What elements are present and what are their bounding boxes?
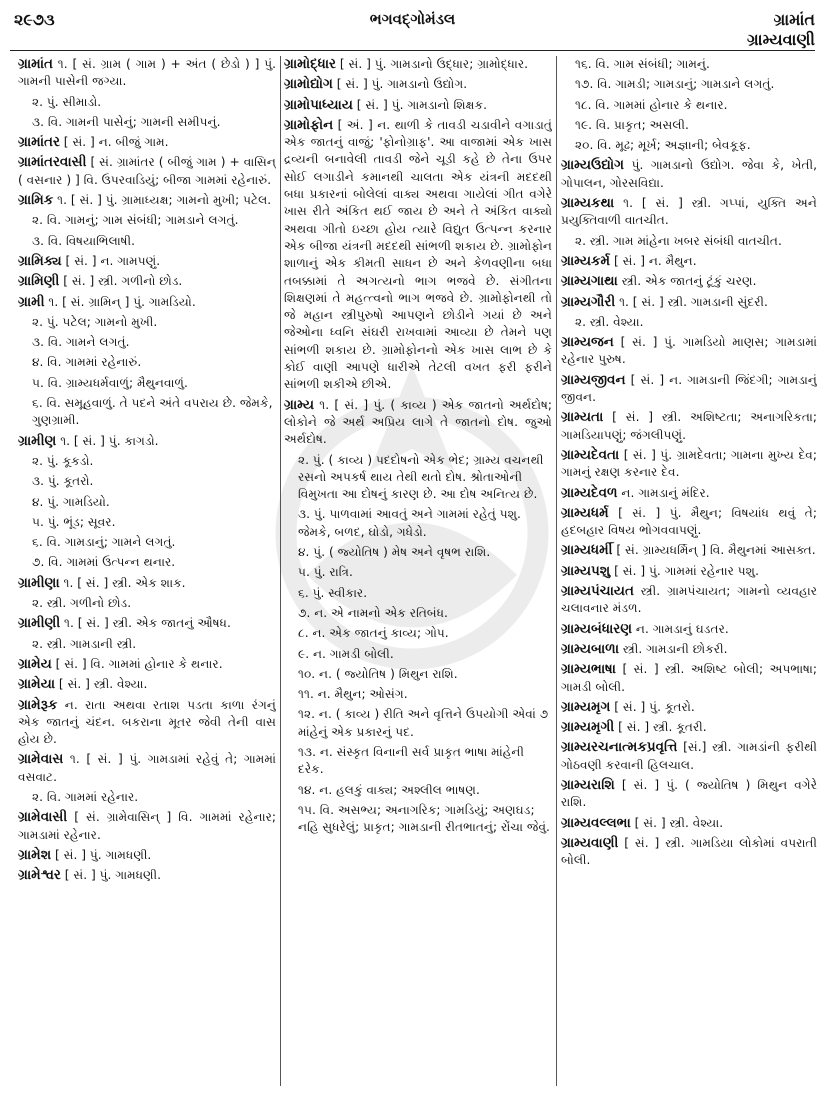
sense-item: ૧૯. વિ. પ્રાકૃત; અસલી. <box>575 117 689 132</box>
dictionary-entry <box>18 253 276 270</box>
headword: ગ્રામાંત <box>18 56 53 72</box>
headword: ગ્રામ્યવાણી <box>561 834 619 851</box>
dictionary-entry <box>18 656 276 673</box>
headword: ગ્રામેરૂક <box>18 696 58 713</box>
definition: ૧. [ સં. ગ્રામ ( ગામ ) + અંત ( છેડો ) ] પું. ગામની પાસેની જગ્યા. <box>18 57 276 89</box>
column-divider-1 <box>280 56 281 1086</box>
definition: [ સં. ] પું. ગામધણી. <box>60 868 162 883</box>
headword: ગ્રામ્યતા <box>561 409 604 426</box>
headword: ગ્રામ્યમૃગ <box>561 698 611 715</box>
definition: [ સં. ] પું. ગ્રામદેવતા; ગામના મુખ્ય દેવ; ગામનું રક્ષણ કરનાર દેવ. <box>561 447 817 480</box>
sense-item: ૨. સ્ત્રી. ગામડાની સ્ત્રી. <box>32 636 137 651</box>
definition: [ સં. ] ન. ગામડાની જિંદગી; ગામડાનું જીવન. <box>561 372 817 405</box>
headword: ગ્રામ્યધર્મ <box>561 504 609 521</box>
definition: [ સં. ] પું. ગામમાં રહેનાર પશુ. <box>610 563 759 578</box>
headword: ગ્રામ્યઉદ્યોગ <box>561 157 625 174</box>
sense-item: ૧૪. ન. હલકું વાક્ય; અશ્લીલ ભાષણ. <box>298 782 480 797</box>
headword: ગ્રામ્યકર્મ <box>561 252 611 269</box>
definition: ૧. [ સં. ] સ્ત્રી. એક શાક. <box>59 575 186 590</box>
headword: ગ્રામ્યદેવતા <box>561 446 620 463</box>
dictionary-entry <box>18 867 276 884</box>
definition: [ સં. ] સ્ત્રી. ગામડિયા લોકોમાં વપરાતી બોલી. <box>561 835 817 868</box>
definition: ૧. [ સં. ] પું. ગ્રામાધ્યક્ષ; ગામનો મુખી; પટેલ. <box>53 193 272 208</box>
dictionary-entry <box>284 56 552 73</box>
headword: ગ્રામ્યદેવળ <box>561 484 618 501</box>
sense-item: ૨. પું. પટેલ; ગામનો મુખી. <box>32 314 158 329</box>
headword: ગ્રામીણી <box>18 615 61 632</box>
sense-item: ૬. વિ. સમૂહવાળું. તે પદને અંતે વપરાય છે. જેમકે, ગુણગ્રામી. <box>32 396 273 428</box>
sense-item: ૨. પું. ( કાવ્ય ) પદદોષનો એક ભેદ; ગ્રામ્ય વચનથી રસનો અપકર્ષ થાય તેથી થતો દોષ. શ્રોતાઓની વિમુખતા આ દોષનું કારણ છે. આ દોષ અનિત્ય છે. <box>298 452 544 502</box>
sense-item: ૨. સ્ત્રી. ગળીનો છોડ. <box>32 596 132 611</box>
column-1 <box>18 56 276 1086</box>
dictionary-entry <box>561 583 817 618</box>
dictionary-entry <box>561 505 817 540</box>
definition: [ સં. ગ્રામ્યધર્મિન્ ] વિ. મૈથુનમાં આસક્ત. <box>612 543 816 558</box>
headword: ગ્રામાંતર <box>18 134 60 151</box>
dictionary-entry <box>561 739 817 774</box>
sense-item: ૩. પું. કૂતરો. <box>32 474 94 489</box>
dictionary-entry <box>18 575 276 592</box>
column-divider-2 <box>556 56 557 1086</box>
definition: [ સં. ] ન. ગામપણું. <box>61 253 161 268</box>
dictionary-entry <box>18 847 276 864</box>
definition: સ્ત્રી. ગ્રામપંચાયત; ગામનો વ્યવહાર ચલાવનાર મંડળ. <box>561 584 817 616</box>
dictionary-entry <box>561 294 817 311</box>
dictionary-entry <box>561 777 817 812</box>
dictionary-entry <box>18 134 276 151</box>
definition: [ સં. ] સ્ત્રી. વેશ્યા. <box>630 815 724 830</box>
headword: ગ્રામેશ્વર <box>18 867 61 884</box>
headword: ગ્રામ્યગૌરી <box>561 293 616 310</box>
dictionary-entry <box>561 334 817 369</box>
dictionary-entry <box>561 542 817 559</box>
dictionary-entry <box>561 719 817 736</box>
dictionary-entry <box>18 294 276 311</box>
dictionary-entry <box>284 97 552 114</box>
dictionary-entry <box>561 815 817 832</box>
sense-item: ૧૫. વિ. અસભ્ય; અનાગરિક; ગામડિયું; અણઘડ; નહિ સુધરેલું; પ્રાકૃત; ગામડાની રીતભાતનું; રોંચા જેવું. <box>298 802 550 835</box>
sense-item: ૨૦. વિ. મૂઢ; મૂર્ખ; અજ્ઞાની; બેવકૂફ. <box>575 138 751 153</box>
dictionary-entry <box>561 253 817 270</box>
definition: [ સં. ] પું. ગામડિયો માણસ; ગામડામાં રહેનાર પુરુષ. <box>561 335 817 367</box>
headword: ગ્રામ્યજીવન <box>561 371 626 388</box>
sense-item: ૯. ન. ગામડી બોલી. <box>298 646 394 661</box>
guide-word-first: ગ્રામાંત <box>773 10 815 29</box>
definition: [ સં. ] ન. મૈથુન. <box>610 253 697 268</box>
sense-item: ૨. પું. સીમાડો. <box>32 94 102 109</box>
definition: [ સં. ] વિ. ગામમાં હોનાર કે થનાર. <box>51 656 223 671</box>
headword: ગ્રામ્યપંચાયત <box>561 583 634 600</box>
column-2 <box>284 56 552 1086</box>
definition: ૧. [ સં. ] સ્ત્રી. ગામડાની સુંદરી. <box>615 294 768 309</box>
sense-item: ૮. ન. એક જાતનું કાવ્ય; ગોપ. <box>298 626 449 641</box>
headword: ગ્રામોપાધ્યાય <box>284 96 353 113</box>
headword: ગ્રામાંતરવાસી <box>18 154 87 171</box>
dictionary-entry <box>18 154 276 189</box>
definition: ન. રાતા અથવા રતાશ પડતા કાળા રંગનું એક જાતનું ચંદન. બકરાના મૂતર જેવી તેની વાસ હોય છે. <box>18 697 276 747</box>
page-header <box>10 8 815 48</box>
sense-item: ૫. પું. ભૂંડ; સૂવર. <box>32 514 116 529</box>
definition: [ સં. ] સ્ત્રી. અશિષ્ટતા; અનાગરિકતા; ગામડિયાપણું; જંગલીપણું. <box>561 410 817 442</box>
definition: [ સં. ] પું. ગામડાનો ઉદ્યોગ. <box>332 77 468 92</box>
sense-item: ૧૩. ન. સંસ્કૃત વિનાની સર્વ પ્રાકૃત ભાષા માંહેની દરેક. <box>298 744 525 777</box>
definition: ૧. [ સં. ] સ્ત્રી. એક જાતનું ઔષધ. <box>60 616 231 631</box>
dictionary-entry <box>284 76 552 93</box>
dictionary-entry <box>561 661 817 696</box>
dictionary-entry <box>561 835 817 870</box>
sense-item: ૨. પું. કૂકડો. <box>32 453 94 468</box>
definition: ન. ગામડાનું ઘડતર. <box>632 621 729 636</box>
definition: સ્ત્રી. એક જાતનું ટૂંકું ચરણ. <box>617 274 757 289</box>
headword: ગ્રામ્યગાથા <box>561 273 618 290</box>
definition: [ સં. ] ન. બીજું ગામ. <box>59 135 169 150</box>
definition: ૧. [ સં. ] પું. ગામડામાં રહેવું તે; ગામમાં વસવાટ. <box>18 752 276 784</box>
headword: ગ્રામ્યવલ્લભા <box>561 814 631 831</box>
sense-item: ૩. પું. પાળવામાં આવતું અને ગામમાં રહેતું પશુ. જેમકે, બળદ, ઘોડો, ગધેડો. <box>298 507 521 539</box>
sense-item: ૩. વિ. વિષયાભિલાષી. <box>32 233 135 248</box>
headword: ગ્રામ્યમૃગી <box>561 719 615 736</box>
header-rule <box>10 50 815 51</box>
definition: ૧. [ સં. ] પું. ( કાવ્ય ) એક જાતનો અર્થદોષ; લોકોને જે અર્થ અપ્રિય લાગે તે જાતનો દોષ. જુઓ અર્થદોષ. <box>284 397 552 447</box>
sense-item: ૧૭. વિ. ગામડી; ગામડાનું; ગામડાને લગતું. <box>575 77 775 92</box>
dictionary-entry <box>561 157 817 192</box>
dictionary-entry <box>561 409 817 444</box>
headword: ગ્રામ્યબંધારણ <box>561 620 633 637</box>
dictionary-entry <box>18 615 276 632</box>
sense-item: ૩. વિ. ગામની પાસેનું; ગામની સમીપનું. <box>32 114 221 129</box>
sense-item: ૭. ન. એ નામનો એક રતિબંધ. <box>298 605 448 620</box>
guide-words <box>747 10 815 50</box>
headword: ગ્રામ્યજન <box>561 334 614 351</box>
definition: [ સં. ] પું. ગામડાનો શિક્ષક. <box>352 97 487 112</box>
dictionary-entry <box>284 397 552 449</box>
dictionary-entry <box>18 697 276 749</box>
headword: ગ્રામિક <box>18 192 54 209</box>
sense-item: ૧૦. ન. ( જ્યોતિષ ) મિથુન રાશિ. <box>298 666 458 681</box>
sense-item: ૧૬. વિ. ગામ સંબંધી; ગામનું. <box>575 57 710 71</box>
definition: [ અં. ] ન. થાળી કે તાવડી ચડાવીને વગાડાતું એક જાતનું વાજું; 'ફોનોગ્રાફ'. આ વાજામાં એક ખાસ દ્રવ્યની બનાવેલી તાવડી જેને ચૂડી કહે છે તેના ઉપર સોઈ લગાડીને કમાનથી ચાલતા એક યંત્રની મદદથી બધા પ્રકારનાં બોલેલાં વાક્ય અથવા ગાયેલાં ગીત વગેરે ખાસ રીતે અંકિત થઈ જાય છે અને તે અંકિત વાક્યો અથવા ગીતો ઇચ્છા હોય ત્યારે વિદ્યુત ઉત્પન્ન કરનાર એક બીજા યંત્રની મદદથી સાંભળી શકાય છે. ગ્રામોફોન શાળાનું એક કીમતી સાધન છે અને કેળવણીના બધા તબક્કામાં તે અગત્યનો ભાગ ભજવે છે. સંગીતના શિક્ષણમાં તે મહત્ત્વનો ભાગ ભજવે છે. ગ્રામોફોનથી તો જે મહાન સ્ત્રીપુરુષો આપણને છોડીને ગયાં છે અને જેઓના ધ્વનિ સંઘરી રાખવામાં આવ્યા છે તેમને પણ સાંભળી શકાય છે. ગ્રામોફોનનો એક ખાસ લાભ છે કે કોઈ વાણી આપણે ધારીએ તેટલી વખત ફરી ફરીને સાંભળી શકીએ છીએ. <box>284 117 552 392</box>
dictionary-entry <box>18 192 276 209</box>
headword: ગ્રામ્યરચનાત્મકપ્રવૃત્તિ <box>561 739 678 756</box>
sense-item: ૧૮. વિ. ગામમાં હોનાર કે થનાર. <box>575 97 728 112</box>
dictionary-entry <box>561 273 817 290</box>
definition: ૧. [ સં. ગ્રામિન્ ] પું. ગામડિયો. <box>44 294 196 309</box>
headword: ગ્રામિણી <box>18 273 60 290</box>
sense-item: ૫. વિ. ગ્રામ્યધર્મવાળું; મૈથુનવાળું. <box>32 375 188 390</box>
headword: ગ્રામ્યબાળા <box>561 640 620 657</box>
headword: ગ્રામ્યરાશિ <box>561 776 615 793</box>
guide-word-last: ગ્રામ્યવાણી <box>746 30 815 49</box>
definition: [ સં. ] સ્ત્રી. કૂતરી. <box>614 720 707 735</box>
headword: ગ્રામી <box>18 293 45 310</box>
headword: ગ્રામોફોન <box>284 116 334 133</box>
sense-item: ૧૨. ન. ( કાવ્ય ) રીતિ અને વૃત્તિને ઉપયોગી એવાં ૭ માંહેનું એક પ્રકારનું પદ. <box>298 707 549 739</box>
dictionary-entry <box>561 641 817 658</box>
dictionary-entry <box>18 273 276 290</box>
definition: [ સં. ] પું. ( જ્યોતિષ ) મિથુન વગેરે રાશિ. <box>561 777 817 810</box>
definition: પું. ગામડાનો ઉદ્યોગ. જેવા કે, ખેતી, ગોપાલન, ગોરસવિદ્યા. <box>561 158 817 190</box>
dictionary-entry <box>18 676 276 693</box>
headword: ગ્રામીણ <box>18 432 57 449</box>
definition: ૧. [ સં. ] પું. કાગડો. <box>56 433 159 448</box>
headword: ગ્રામ્યભાષા <box>561 661 616 678</box>
dictionary-entry <box>561 485 817 502</box>
book-title: ભગવદ્ગોમંડલ <box>369 10 456 28</box>
headword: ગ્રામ્યધર્મી <box>561 542 613 559</box>
sense-item: ૬. પું. સ્વીકાર. <box>298 585 368 600</box>
definition: [સં.] સ્ત્રી. ગામડાંની ફરીથી ગોઠવણી કરવાની હિલચાલ. <box>561 740 817 772</box>
page-number: ૨૯૭૩ <box>14 10 55 29</box>
column-3 <box>561 56 817 1086</box>
sense-item: ૫. પું. રાત્રિ. <box>298 565 353 580</box>
definition: [ સં. ] સ્ત્રી. ગળીનો છોડ. <box>59 274 183 289</box>
headword: ગ્રામેવાસ <box>18 751 64 768</box>
dictionary-entry <box>561 699 817 716</box>
definition: સ્ત્રી. ગામડાની છોકરી. <box>619 641 728 656</box>
headword: ગ્રામેયા <box>18 676 56 693</box>
headword: ગ્રામ્યકથા <box>561 195 615 212</box>
headword: ગ્રામ્યપશુ <box>561 562 611 579</box>
sense-item: ૪. વિ. ગામમાં રહેનારું. <box>32 355 142 370</box>
sense-item: ૩. વિ. ગામને લગતું. <box>32 335 130 350</box>
headword: ગ્રામિક્ય <box>18 252 62 269</box>
headword: ગ્રામોદ્યોગ <box>284 76 333 93</box>
dictionary-entry <box>18 809 276 844</box>
dictionary-entry <box>18 56 276 91</box>
headword: ગ્રામ્ય <box>284 396 315 413</box>
headword: ગ્રામેય <box>18 655 52 672</box>
headword: ગ્રામેશ <box>18 846 52 863</box>
definition: ૧. [ સં. ] સ્ત્રી. ગપ્પાં, યુક્તિ અને પ્રયુક્તિવાળી વાતચીત. <box>561 196 817 228</box>
definition: [ સં. ] પું. કૂતરો. <box>610 699 695 714</box>
definition: [ સં. ગ્રામેવાસિન્ ] વિ. ગામમાં રહેનાર; ગામડામાં રહેનાર. <box>18 810 276 842</box>
definition: [ સં. ] પું. ગામડાનો ઉદ્ધાર; ગ્રામોદ્ધાર. <box>336 57 529 71</box>
dictionary-entry <box>284 117 552 394</box>
sense-item: ૨. સ્ત્રી. ગામ માંહેના ખબર સંબંધી વાતચીત. <box>575 233 782 248</box>
dictionary-entry <box>561 372 817 407</box>
dictionary-entry <box>561 195 817 230</box>
definition: ન. ગામડાનું મંદિર. <box>617 485 710 500</box>
headword: ગ્રામેવાસી <box>18 809 68 826</box>
definition: [ સં. ગ્રામાંતર ( બીજું ગામ ) + વાસિન્ ( વસનાર ) ] વિ. ઉપરવાડિયું; બીજા ગામમાં રહેનારું. <box>18 155 276 187</box>
sense-item: ૨. વિ. ગામનું; ગામ સંબંધી; ગામડાને લગતું. <box>32 213 239 228</box>
definition: [ સં. ] પું. ગામધણી. <box>51 847 152 862</box>
sense-item: ૪. પું. ( જ્યોતિષ ) મેષ અને વૃષભ રાશિ. <box>298 545 491 560</box>
sense-item: ૨. સ્ત્રી. વેશ્યા. <box>575 314 644 329</box>
sense-item: ૪. પું. ગામડિયો. <box>32 494 110 509</box>
dictionary-entry <box>561 621 817 638</box>
dictionary-entry <box>18 433 276 450</box>
sense-item: ૬. વિ. ગામડાનું; ગામને લગતું. <box>32 535 176 550</box>
headword: ગ્રામીણા <box>18 574 60 591</box>
headword: ગ્રામોદ્ધાર <box>284 56 337 72</box>
definition: [ સં. ] સ્ત્રી. અશિષ્ટ બોલી; અપભાષા; ગામડી બોલી. <box>561 662 817 694</box>
dictionary-entry <box>561 563 817 580</box>
sense-item: ૭. વિ. ગામમાં ઉત્પન્ન થનાર. <box>32 555 176 570</box>
sense-item: ૧૧. ન. મૈથુન; ઓસંગ. <box>298 687 408 702</box>
definition: [ સં. ] સ્ત્રી. વેશ્યા. <box>55 677 148 692</box>
dictionary-entry <box>561 447 817 482</box>
definition: [ સં. ] પું. મૈથુન; વિષયાંધ થવું તે; હદબહાર વિષય ભોગવવાપણું. <box>561 505 817 538</box>
dictionary-entry <box>18 751 276 786</box>
sense-item: ૨. વિ. ગામમાં રહેનાર. <box>32 789 139 804</box>
